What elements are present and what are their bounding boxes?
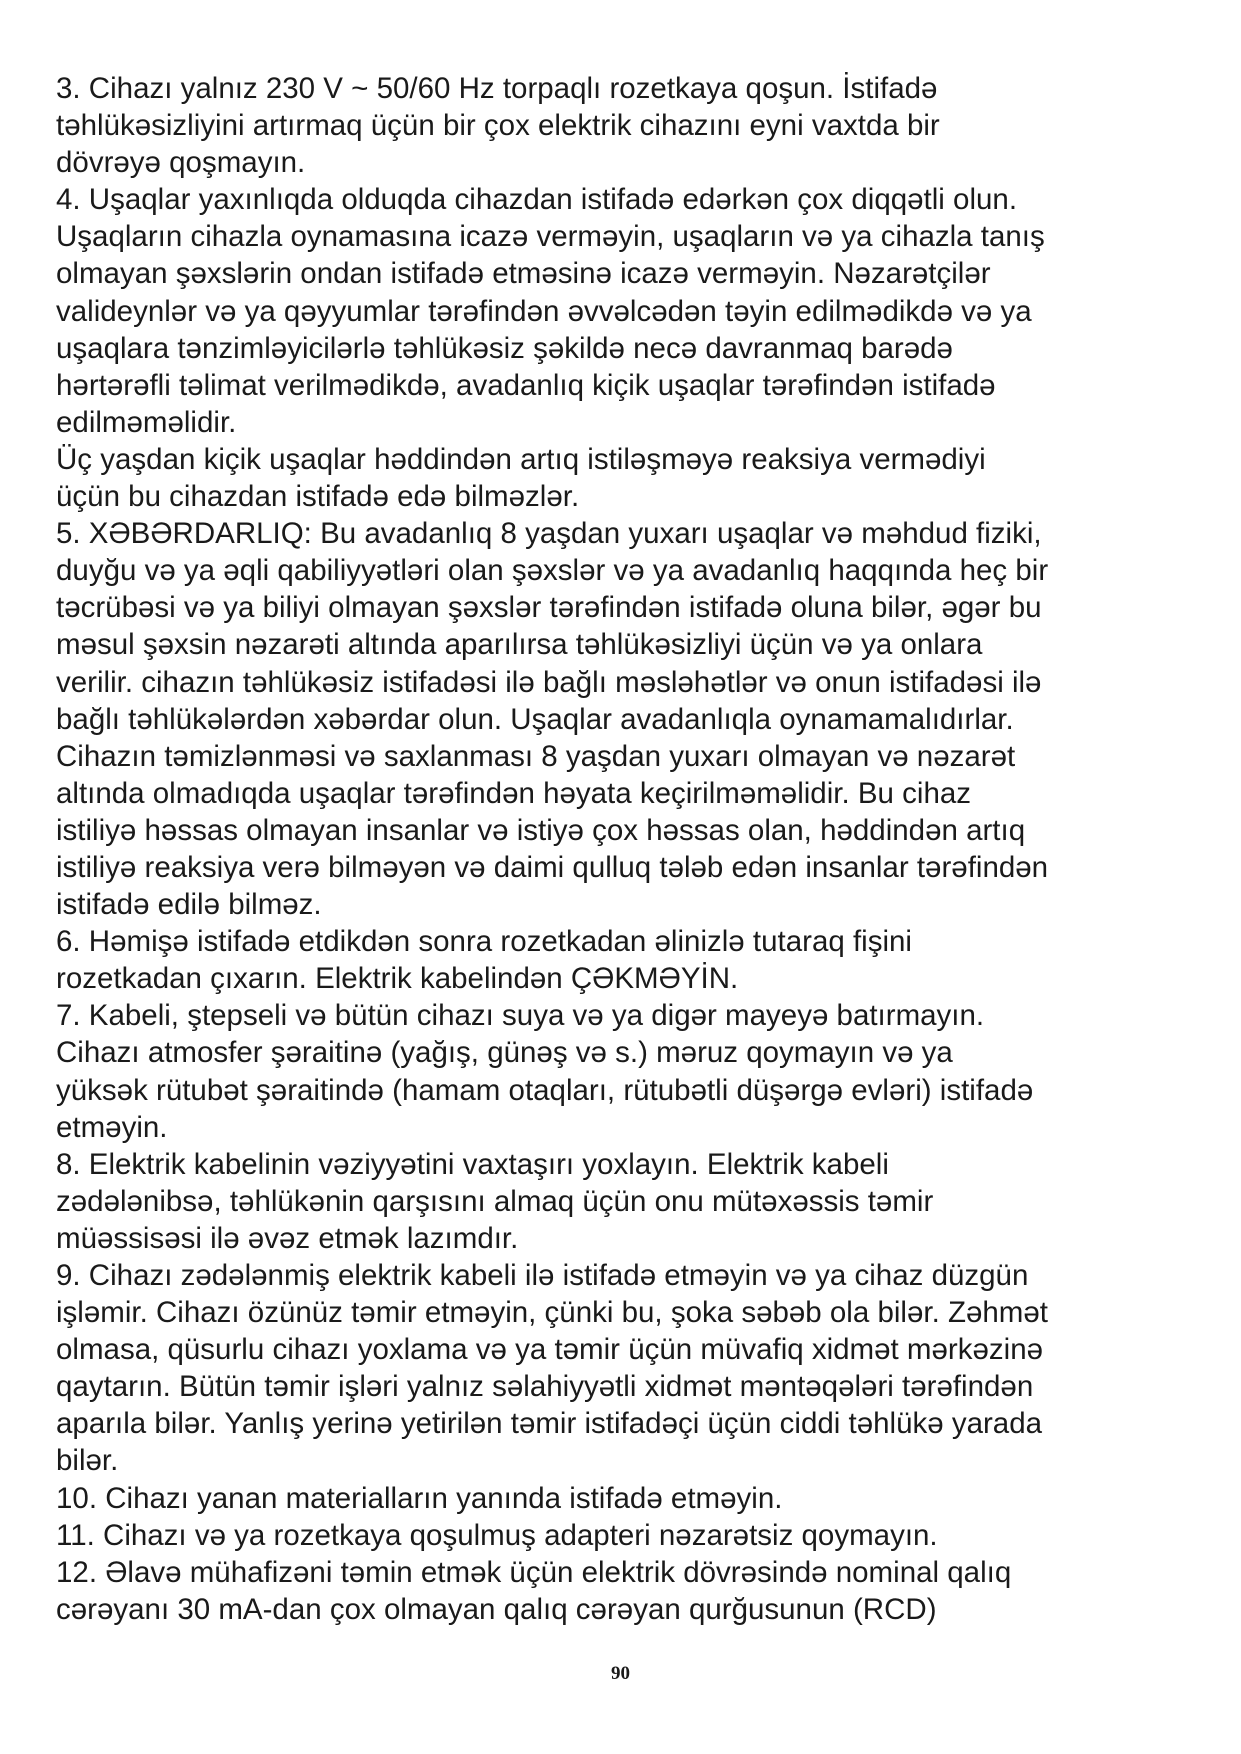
text-line: üçün bu cihazdan istifadə edə bilməzlər. [56,480,580,514]
text-line: Üç yaşdan kiçik uşaqlar həddindən artıq istiləşməyə reaksiya vermədiyi [56,442,986,476]
text-line: 3. Cihazı yalnız 230 V ~ 50/60 Hz torpaqlı rozetkaya qoşun. İstifadə [56,72,938,105]
text-line: cərəyanı 30 mA-dan çox olmayan qalıq cərəyan qurğusunun (RCD) [56,1592,937,1626]
text-line: hərtərəfli təlimat verilmədikdə, avadanlıq kiçik uşaqlar tərəfindən istifadə [56,368,996,402]
text-line: 9. Cihazı zədələnmiş elektrik kabeli ilə istifadə etməyin və ya cihaz düzgün [56,1259,1029,1292]
text-line: təhlükəsizliyini artırmaq üçün bir çox elektrik cihazını eyni vaxtda bir [56,109,940,143]
text-line: 11. Cihazı və ya rozetkaya qoşulmuş adapteri nəzarətsiz qoymayın. [56,1518,938,1552]
text-line: 5. XƏBƏRDARLIQ: Bu avadanlıq 8 yaşdan yuxarı uşaqlar və məhdud fiziki, [56,517,1042,551]
text-line: uşaqlara tənzimləyicilərlə təhlükəsiz şəkildə necə davranmaq barədə [56,331,953,365]
text-line: rozetkadan çıxarın. Elektrik kabelindən ÇƏKMƏYİN. [56,962,739,996]
text-line: məsul şəxsin nəzarəti altında aparılırsa təhlükəsizliyi üçün və ya onlara [56,628,983,662]
text-line: istiliyə reaksiya verə bilməyən və daimi qulluq tələb edən insanlar tərəfindən [56,850,1049,884]
page-number: 90 [611,1663,630,1684]
text-line: edilməməlidir. [56,405,237,439]
text-line: işləmir. Cihazı özünüz təmir etməyin, çünki bu, şoka səbəb ola bilər. Zəhmət [56,1296,1048,1330]
text-line: 4. Uşaqlar yaxınlıqda olduqda cihazdan istifadə edərkən çox diqqətli olun. [56,183,1018,217]
text-line: dövrəyə qoşmayın. [56,146,306,180]
text-line: qaytarın. Bütün təmir işləri yalnız səlahiyyətli xidmət məntəqələri tərəfindən [56,1370,1034,1404]
text-line: 12. Əlavə mühafizəni təmin etmək üçün elektrik dövrəsində nominal qalıq [56,1555,1012,1589]
text-line: təcrübəsi və ya biliyi olmayan şəxslər tərəfindən istifadə oluna bilər, əgər bu [56,591,1042,625]
text-line: istiliyə həssas olmayan insanlar və istiyə çox həssas olan, həddindən artıq [56,813,1026,847]
text-line: duyğu və ya əqli qabiliyyətləri olan şəxslər və ya avadanlıq haqqında heç bir [56,554,1049,588]
text-line: Cihazın təmizlənməsi və saxlanması 8 yaşdan yuxarı olmayan və nəzarət [56,739,1016,773]
text-line: yüksək rütubət şəraitində (hamam otaqları, rütubətli düşərgə evləri) istifadə [56,1073,1034,1107]
text-line: 7. Kabeli, ştepseli və bütün cihazı suya və ya digər mayeyə batırmayın. [56,999,985,1033]
text-line: istifadə edilə bilməz. [56,888,322,922]
text-line: bilər. [56,1444,119,1478]
text-line: 6. Həmişə istifadə etdikdən sonra rozetkadan əlinizlə tutaraq fişini [56,925,912,959]
text-line: aparıla bilər. Yanlış yerinə yetirilən təmir istifadəçi üçün ciddi təhlükə yarada [56,1407,1043,1441]
text-line: zədələnibsə, təhlükənin qarşısını almaq üçün onu mütəxəssis təmir [56,1184,934,1218]
text-line: 8. Elektrik kabelinin vəziyyətini vaxtaşırı yoxlayın. Elektrik kabeli [56,1147,889,1181]
text-line: valideynlər və ya qəyyumlar tərəfindən əvvəlcədən təyin edilmədikdə və ya [56,294,1032,328]
text-line: verilir. cihazın təhlükəsiz istifadəsi ilə bağlı məsləhətlər və onun istifadəsi ilə [56,665,1042,699]
text-line: bağlı təhlükələrdən xəbərdar olun. Uşaqlar avadanlıqla oynamamalıdırlar. [56,702,1014,736]
text-line: etməyin. [56,1110,168,1144]
document-body [56,70,1196,1628]
text-line: olmasa, qüsurlu cihazı yoxlama və ya təmir üçün müvafiq xidmət mərkəzinə [56,1333,1044,1367]
text-line: Cihazı atmosfer şəraitinə (yağış, günəş və s.) məruz qoymayın və ya [56,1036,953,1070]
text-line: 10. Cihazı yanan materialların yanında istifadə etməyin. [56,1481,783,1515]
text-line: müəssisəsi ilə əvəz etmək lazımdır. [56,1221,519,1255]
text-line: olmayan şəxslərin ondan istifadə etməsinə icazə verməyin. Nəzarətçilər [56,257,991,291]
text-line: Uşaqların cihazla oynamasına icazə verməyin, uşaqların və ya cihazla tanış [56,220,1045,254]
text-line: altında olmadıqda uşaqlar tərəfindən həyata keçirilməməlidir. Bu cihaz [56,776,972,810]
